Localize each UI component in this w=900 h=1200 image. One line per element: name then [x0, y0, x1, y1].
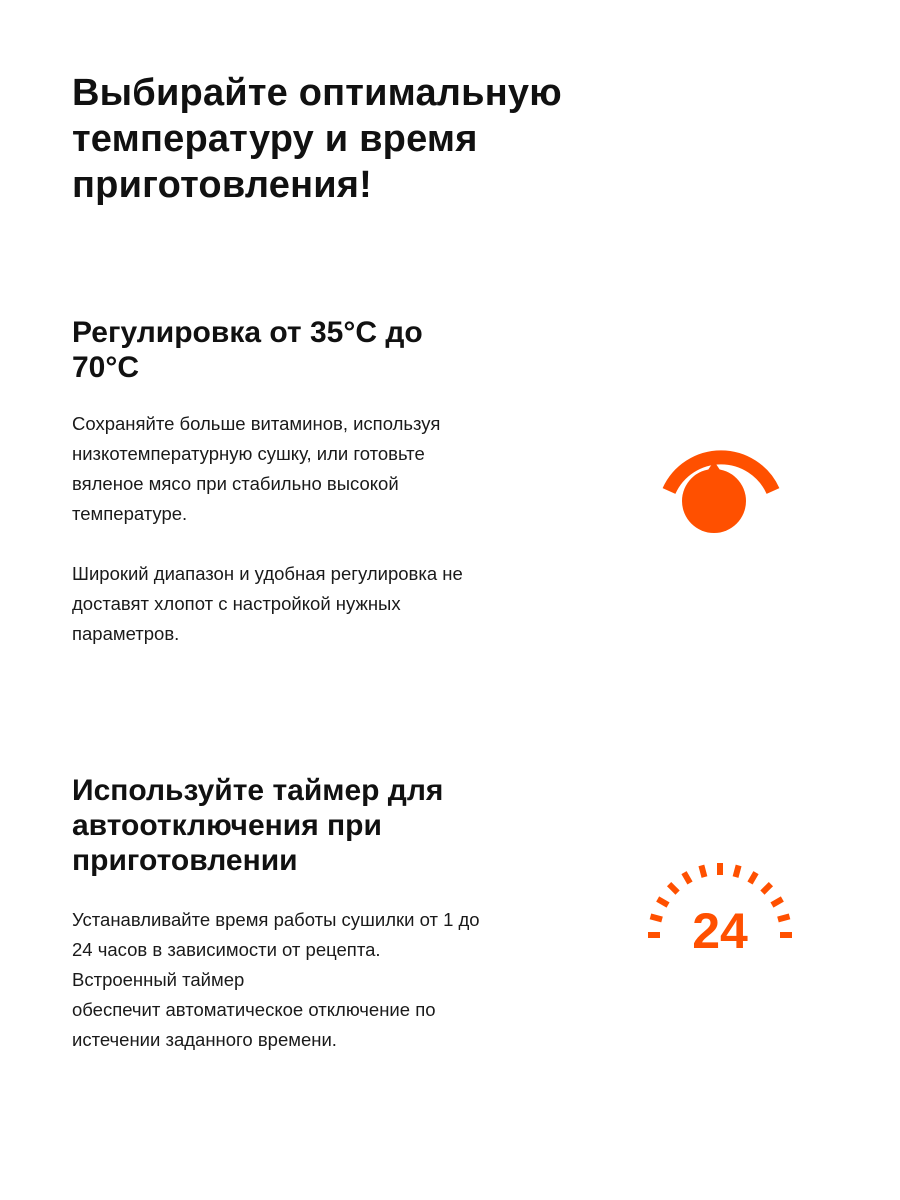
timer-tick: [772, 899, 782, 905]
text-line: 24 часов в зависимости от рецепта.: [72, 939, 381, 960]
timer-tick: [658, 899, 668, 905]
page-title-line: температуру и время: [72, 118, 478, 160]
text-line: Широкий диапазон и удобная регулировка не: [72, 563, 463, 584]
page-title-line: Выбирайте оптимальную: [72, 72, 562, 114]
dial-knob: [682, 469, 746, 533]
heading-line: автоотключения при: [72, 809, 382, 842]
text-line: Сохраняйте больше витаминов, используя: [72, 413, 441, 434]
timer-tick: [669, 884, 677, 892]
heading-line: 70°C: [72, 351, 140, 384]
text-line: вяленое мясо при стабильно высокой: [72, 473, 399, 494]
timer-tick: [684, 873, 690, 883]
temperature-section-heading: [72, 315, 632, 385]
page-title: [72, 70, 692, 208]
heading-line: Используйте таймер для: [72, 774, 444, 807]
text-line: обеспечит автоматическое отключение по: [72, 999, 436, 1020]
text-line: истечении заданного времени.: [72, 1029, 337, 1050]
text-line: Встроенный таймер: [72, 969, 245, 990]
temperature-section-text: [72, 409, 592, 649]
page-title-line: приготовления!: [72, 164, 373, 206]
timer-tick: [736, 865, 739, 877]
timer-section-text: [72, 905, 592, 1055]
text-line: Устанавливайте время работы сушилки от 1 до: [72, 909, 480, 930]
text-line: параметров.: [72, 623, 180, 644]
text-line: температуре.: [72, 503, 188, 524]
temperature-dial-icon: [655, 425, 790, 540]
paragraph: [72, 905, 592, 1055]
text-line: низкотемпературную сушку, или готовьте: [72, 443, 425, 464]
heading-line: Регулировка от 35°C до: [72, 316, 423, 349]
timer-icon: [645, 855, 795, 960]
text-line: доставят хлопот с настройкой нужных: [72, 593, 401, 614]
timer-tick: [750, 873, 756, 883]
paragraph: [72, 559, 592, 649]
timer-value: 24: [692, 903, 748, 959]
timer-tick: [778, 916, 790, 919]
heading-line: приготовлении: [72, 844, 298, 877]
timer-tick: [650, 916, 662, 919]
timer-section-heading: [72, 773, 632, 878]
timer-tick: [762, 884, 770, 892]
timer-tick: [701, 865, 704, 877]
paragraph: [72, 409, 592, 529]
